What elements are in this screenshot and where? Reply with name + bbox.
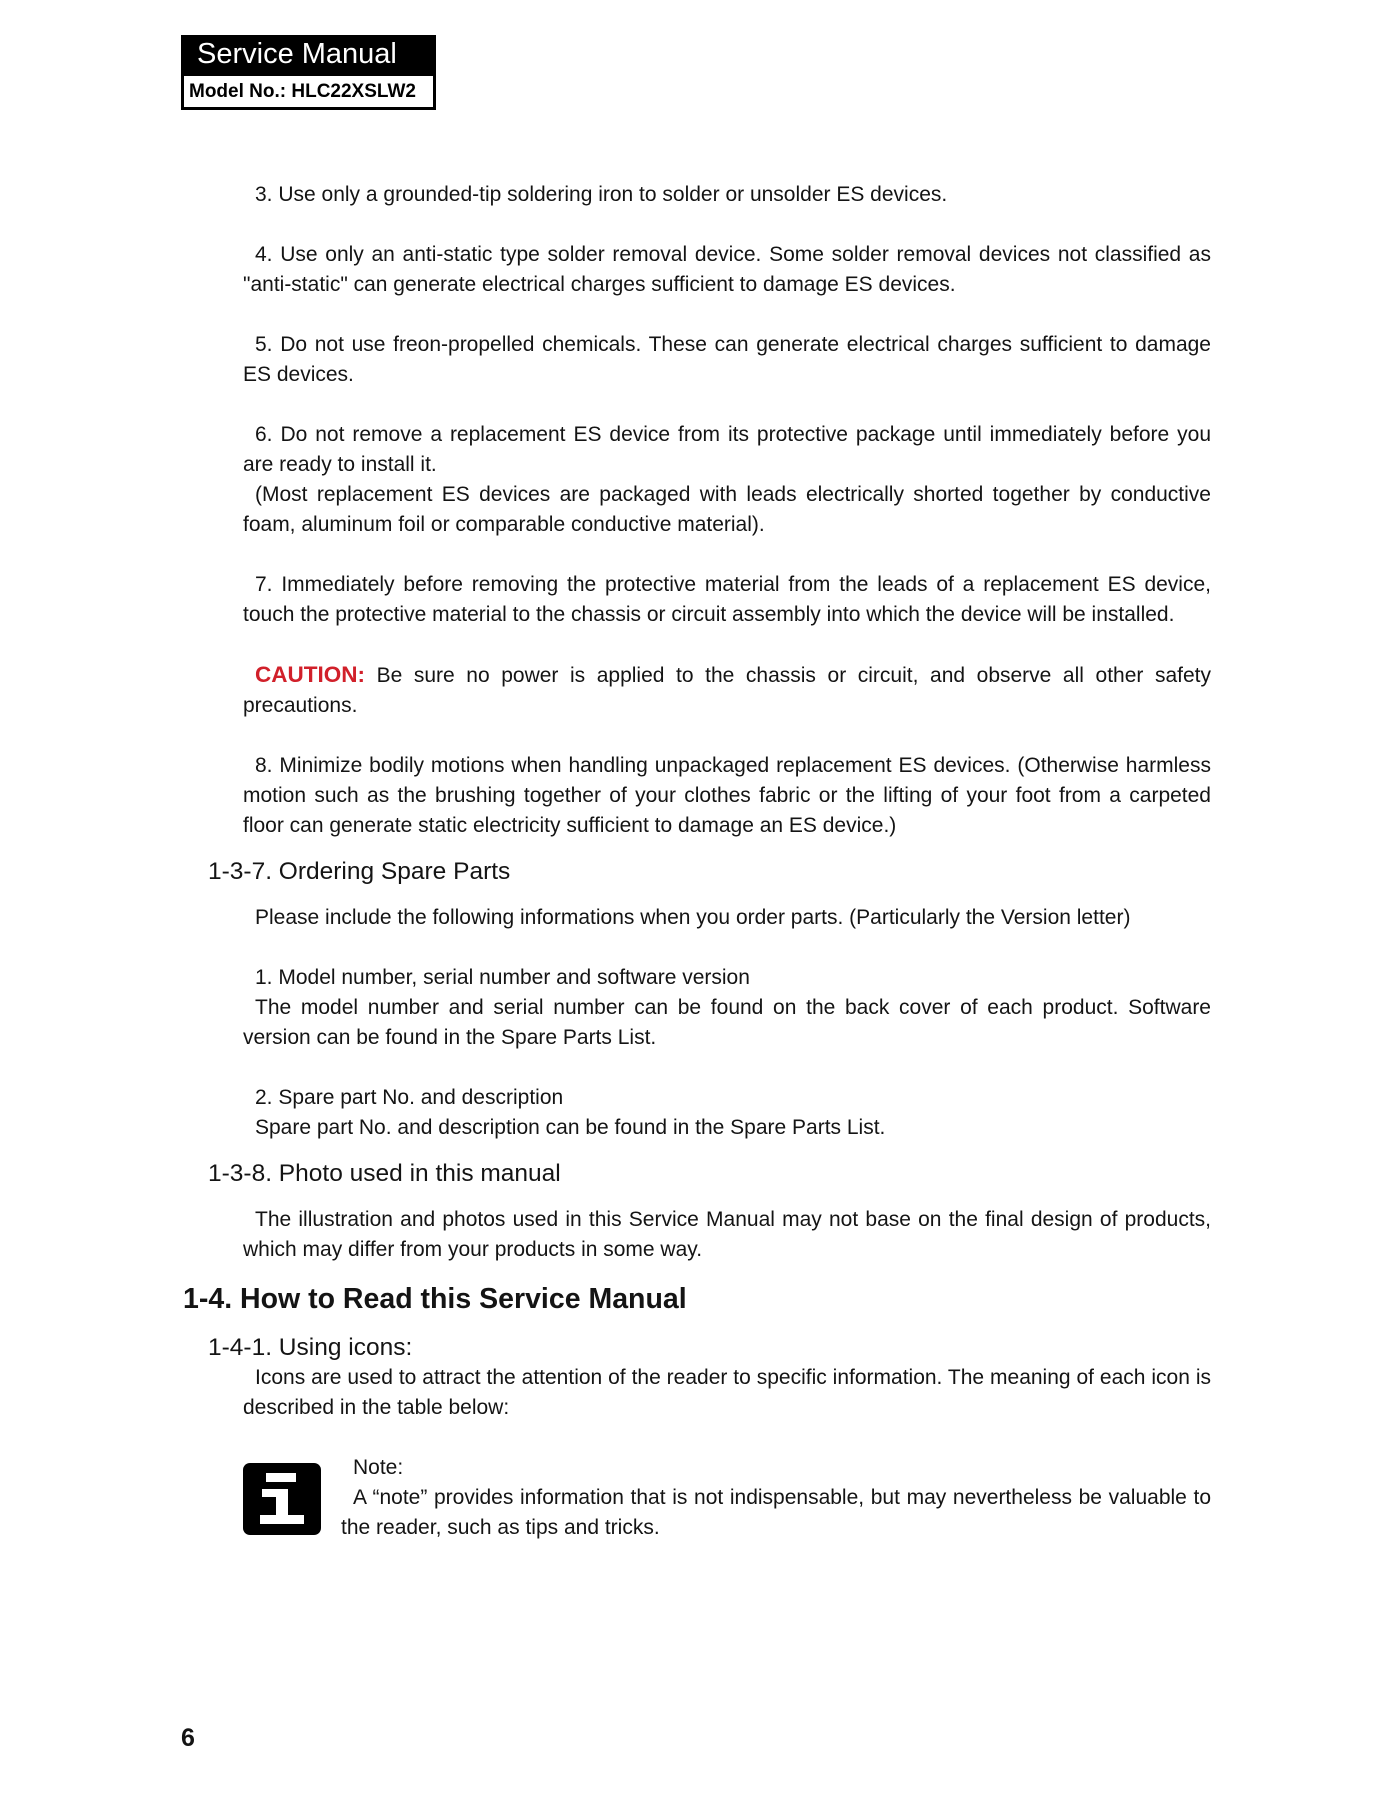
caution-text: Be sure no power is applied to the chassis or circuit, and observe all other safety precautions. (243, 664, 1211, 717)
note-description (341, 1453, 1211, 1543)
section-1-4-heading: 1-4. How to Read this Service Manual (183, 1283, 687, 1315)
section-1-4-1-heading: 1-4-1. Using icons: (208, 1334, 413, 1361)
page-content (183, 180, 1211, 1543)
caution-label: CAUTION: (255, 662, 365, 687)
es-item-6: 6. Do not remove a replacement ES device from its protective package until immediately before you are ready to install it. (243, 423, 1211, 476)
es-item-3: 3. Use only a grounded-tip soldering iron to solder or unsolder ES devices. (255, 183, 948, 206)
section-1-3-8-heading: 1-3-8. Photo used in this manual (208, 1160, 561, 1187)
info-icon (243, 1463, 321, 1535)
note-title: Note: (353, 1456, 404, 1479)
es-item-6-note: (Most replacement ES devices are packaged with leads electrically shorted together by conductive foam, aluminum foil or comparable conductive material). (243, 483, 1211, 536)
es-item-8: 8. Minimize bodily motions when handling unpackaged replacement ES devices. (Otherwise harmless motion such as the brushing together of your clothes fabric or the lifting of your foot from a carpeted floor can generate static electricity sufficient to damage an ES device.) (243, 754, 1211, 837)
section-1-3-7-heading: 1-3-7. Ordering Spare Parts (208, 858, 511, 885)
ordering-item-2-title: 2. Spare part No. and description (255, 1086, 564, 1109)
document-header (181, 35, 436, 110)
page-number: 6 (181, 1724, 195, 1752)
photo-note-text: The illustration and photos used in this Service Manual may not base on the final design of products, which may differ from your products in some way. (243, 1208, 1211, 1261)
es-item-4: 4. Use only an anti-static type solder removal device. Some solder removal devices not classified as "anti-static" can generate electrical charges sufficient to damage ES devices. (243, 243, 1211, 296)
ordering-intro: Please include the following informations when you order parts. (Particularly the Version letter) (255, 906, 1131, 929)
note-text: A “note” provides information that is not indispensable, but may nevertheless be valuable to the reader, such as tips and tricks. (341, 1486, 1211, 1539)
icons-intro: Icons are used to attract the attention of the reader to specific information. The meaning of each icon is described in the table below: (243, 1366, 1211, 1419)
ordering-item-1-title: 1. Model number, serial number and software version (255, 966, 750, 989)
manual-title: Service Manual (181, 35, 436, 73)
ordering-item-2-text: Spare part No. and description can be found in the Spare Parts List. (255, 1116, 886, 1139)
ordering-item-1-text: The model number and serial number can be found on the back cover of each product. Software version can be found in the Spare Parts List. (243, 996, 1211, 1049)
model-number: Model No.: HLC22XSLW2 (181, 73, 436, 110)
es-item-5: 5. Do not use freon-propelled chemicals. These can generate electrical charges sufficient to damage ES devices. (243, 333, 1211, 386)
es-item-7: 7. Immediately before removing the protective material from the leads of a replacement ES device, touch the protective material to the chassis or circuit assembly into which the device will be installed. (243, 573, 1211, 626)
note-icon-row (243, 1453, 1211, 1543)
caution-paragraph (243, 660, 1211, 721)
